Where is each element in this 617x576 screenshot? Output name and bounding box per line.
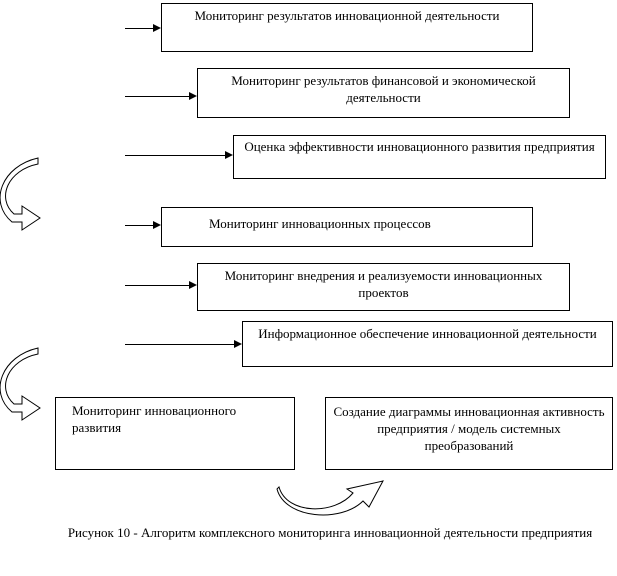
curved-arrow-upper-icon [0, 160, 48, 235]
box-innovation-efficiency-evaluation [233, 135, 606, 179]
box-label: Мониторинг инновационного развития [72, 403, 237, 435]
box-monitoring-financial-results [197, 68, 570, 118]
box-label: Информационное обеспечение инновационной деятельности [258, 326, 597, 341]
box-information-support [242, 321, 613, 367]
box-monitoring-innovation-processes [161, 207, 533, 247]
box-monitoring-innovation-development [55, 397, 295, 470]
box-label: Мониторинг внедрения и реализуемости инновационных проектов [224, 268, 543, 300]
box-monitoring-innovation-results [161, 3, 533, 52]
box-label: Мониторинг результатов инновационной деятельности [194, 8, 500, 23]
box-label: Мониторинг инновационных процессов [209, 216, 431, 231]
box-label: Создание диаграммы инновационная активность предприятия / модель системных преобразований [333, 404, 605, 453]
box-label: Мониторинг результатов финансовой и экономической деятельности [231, 73, 536, 105]
figure-caption: Рисунок 10 - Алгоритм комплексного мониторинга инновационной деятельности предприятия [67, 525, 593, 540]
curved-arrow-lower-icon [0, 350, 48, 425]
box-monitoring-project-implementation [197, 263, 570, 311]
box-diagram-creation [325, 397, 613, 470]
box-label: Оценка эффективности инновационного развития предприятия [244, 139, 595, 154]
curved-arrow-bottom-icon [275, 475, 390, 515]
